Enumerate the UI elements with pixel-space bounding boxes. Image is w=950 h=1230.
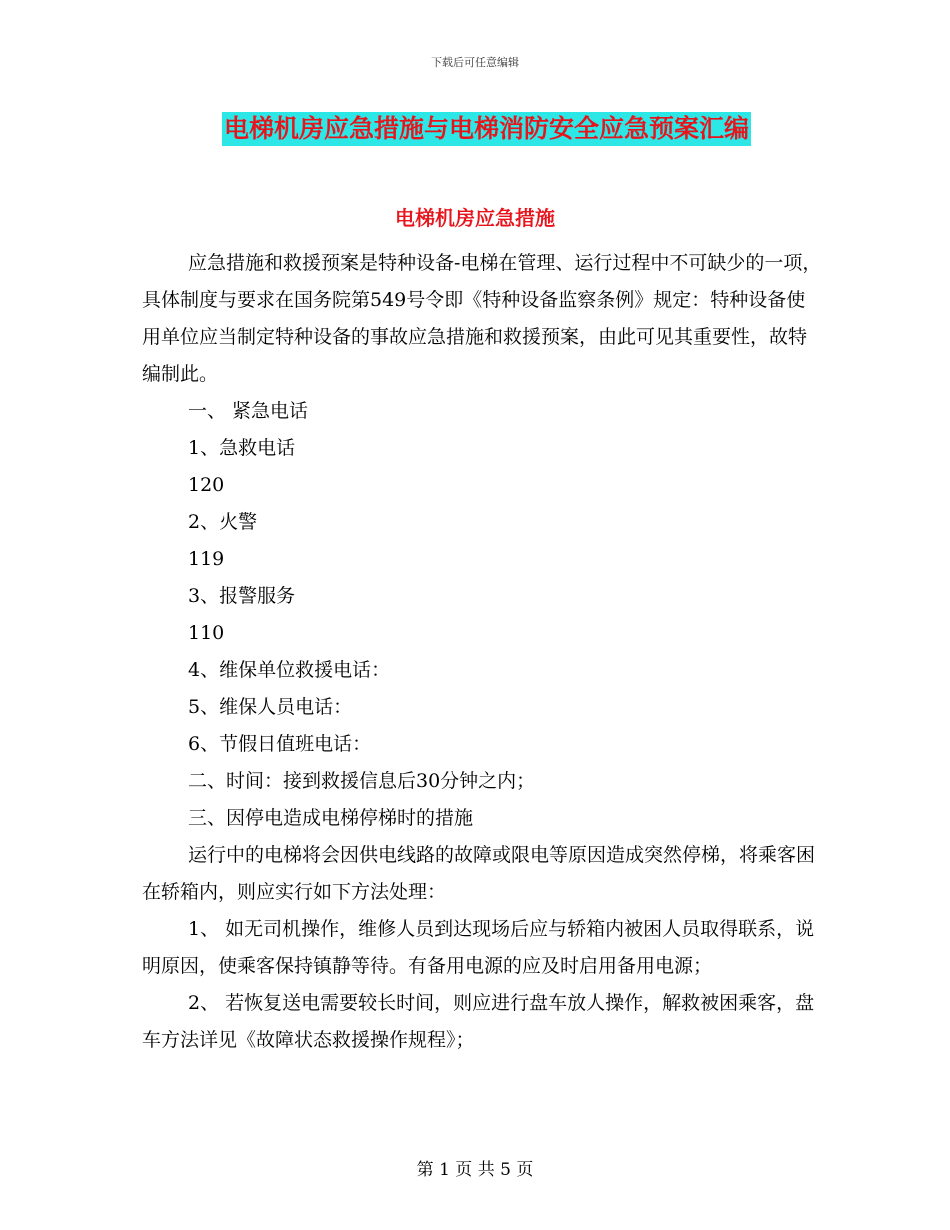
phone-number-police: 110 (188, 622, 225, 644)
document-body (142, 245, 822, 1059)
paragraph-step-2: 2、 若恢复送电需要较长时间，则应进行盘车放人操作，解救被困乘客，盘车方法详见《故障状态救援操作规程》； (142, 992, 815, 1051)
section-title: 电梯机房应急措施 (395, 206, 555, 230)
list-item-ambulance: 1、急救电话 (188, 437, 296, 459)
phone-number-fire: 119 (188, 548, 225, 570)
paragraph-power-outage: 运行中的电梯将会因供电线路的故障或限电等原因造成突然停梯，将乘客困在轿箱内，则应实行如下方法处理： (142, 844, 816, 903)
list-item-police: 3、报警服务 (188, 585, 296, 607)
page-footer: 第 1 页 共 5 页 (416, 1160, 534, 1180)
list-item-fire: 2、火警 (188, 511, 258, 533)
heading-emergency-phones: 一、 紧急电话 (188, 400, 309, 422)
header-note: 下载后可任意编辑 (431, 56, 519, 69)
paragraph-intro: 应急措施和救援预案是特种设备-电梯在管理、运行过程中不可缺少的一项，具体制度与要求在国务院第549号令即《特种设备监察条例》规定：特种设备使用单位应当制定特种设备的事故应急措施和救援预案，由此可见其重要性，故特编制此。 (142, 252, 822, 385)
list-item-holiday-duty: 6、节假日值班电话： (188, 733, 372, 755)
heading-power-outage: 三、因停电造成电梯停梯时的措施 (188, 807, 474, 829)
heading-response-time: 二、时间：接到救援信息后30分钟之内； (188, 770, 536, 792)
phone-number-ambulance: 120 (188, 474, 225, 496)
list-item-maintenance-unit: 4、维保单位救援电话： (188, 659, 391, 681)
list-item-maintenance-staff: 5、维保人员电话： (188, 696, 353, 718)
paragraph-step-1: 1、 如无司机操作，维修人员到达现场后应与轿箱内被困人员取得联系，说明原因，使乘客保持镇静等待。有备用电源的应及时启用备用电源； (142, 918, 815, 977)
document-title: 电梯机房应急措施与电梯消防安全应急预案汇编 (222, 112, 751, 146)
